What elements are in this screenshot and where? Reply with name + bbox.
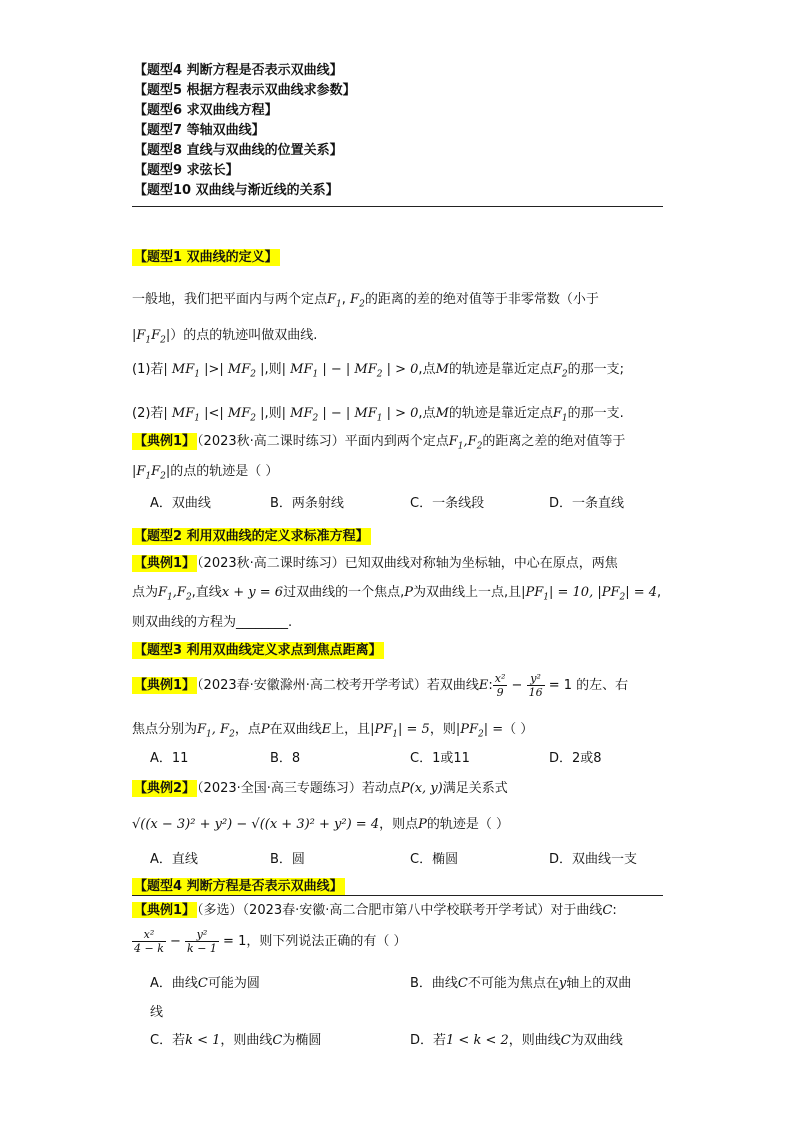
example-question: $\frac{\text{x²}}{4 - k}$ − $\frac{\text{y²}}{k - 1}$ = 1，则下列说法正确的有（ ） [134,928,407,955]
option-b: B．两条射线 [270,496,344,511]
toc-item: 【题型5 根据方程表示双曲线求参数】 [134,83,356,98]
section-heading: 【题型3 利用双曲线定义求点到焦点距离】 [134,643,382,658]
toc-item: 【题型4 判断方程是否表示双曲线】 [134,63,343,78]
example-question: 【典例1】 （多选）（2023春·安徽·高二合肥市第八中学校联考开学考试）对于曲线C: [134,903,617,918]
toc-item: 【题型6 求双曲线方程】 [134,103,278,118]
option-a: A．双曲线 [150,496,211,511]
option-a: A．直线 [150,852,198,867]
section-heading: 【题型4 判断方程是否表示双曲线】 [134,879,343,894]
section-heading: 【题型1 双曲线的定义】 [134,250,278,265]
toc-item: 【题型10 双曲线与渐近线的关系】 [134,183,339,198]
example-question: 点为$F_1,F_2$,直线x + y = 6过双曲线的一个焦点,P为双曲线上一点,且$|PF_1| = 10$, $|PF_2| = 4$, [132,585,662,603]
toc-item: 【题型9 求弦长】 [134,163,239,178]
option-c: C．若k < 1，则曲线C为椭圆 [150,1033,322,1048]
example-question: 【典例1】 （2023秋·高二课时练习）平面内到两个定点$F_1,F_2$的距离之差的绝对值等于 [134,434,626,452]
example-question: 【典例1】 （2023秋·高二课时练习）已知双曲线对称轴为坐标轴，中心在原点，两焦 [134,556,618,571]
definition-item: (2)若| $MF_1$ |<| $MF_2$ |,则| $MF_2$ | − | $MF_1$ | > 0,点M的轨迹是靠近定点$F_1$的那一支. [132,406,624,424]
toc-item: 【题型8 直线与双曲线的位置关系】 [134,143,343,158]
example-question: $|F_1F_2|$的点的轨迹是（ ） [132,464,279,482]
definition-item: (1)若| $MF_1$ |>| $MF_2$ |,则| $MF_1$ | − | $MF_2$ | > 0,点M的轨迹是靠近定点$F_2$的那一支; [132,362,625,380]
section-divider [132,895,663,896]
option-c: C．1或11 [410,751,470,766]
option-d: D．一条直线 [549,496,625,511]
option-a: A．11 [150,751,189,766]
definition-line: $|F_1F_2|$）的点的轨迹叫做双曲线. [132,328,318,346]
toc-item: 【题型7 等轴双曲线】 [134,123,265,138]
option-c: C．一条线段 [410,496,485,511]
option-b: B．8 [270,751,301,766]
definition-line: 一般地，我们把平面内与两个定点$F_1$, $F_2$的距离的差的绝对值等于非零常数（小于 [132,292,599,310]
example-question: 【典例1】 （2023春·安徽滁州·高二校考开学考试）若双曲线E: $\frac{\text{x²}}{9}$ − $\frac{\text{y²}}{16}$ = 1 的左、右 [134,672,629,699]
option-d: D．若1 < k < 2，则曲线C为双曲线 [410,1033,623,1048]
option-c: C．椭圆 [410,852,459,867]
option-b-continued: 线 [150,1005,164,1020]
example-question: √((x − 3)² + y²) − √((x + 3)² + y²) = 4，则点P的轨迹是（ ） [132,817,510,832]
example-question: 【典例2】 （2023·全国·高三专题练习）若动点P(x, y)满足关系式 [134,781,508,796]
example-question: 焦点分别为$F_1$, $F_2$，点P在双曲线E上，且$|PF_1| = 5$，则$|PF_2|$ =（ ） [132,722,534,740]
toc-divider [132,206,663,207]
option-d: D．双曲线一支 [549,852,638,867]
option-a: A．曲线C可能为圆 [150,976,260,991]
option-d: D．2或8 [549,751,602,766]
option-b: B．圆 [270,852,305,867]
section-heading: 【题型2 利用双曲线的定义求标准方程】 [134,529,369,544]
option-b: B．曲线C不可能为焦点在y轴上的双曲 [410,976,632,991]
example-question: 则双曲线的方程为________. [132,615,293,630]
